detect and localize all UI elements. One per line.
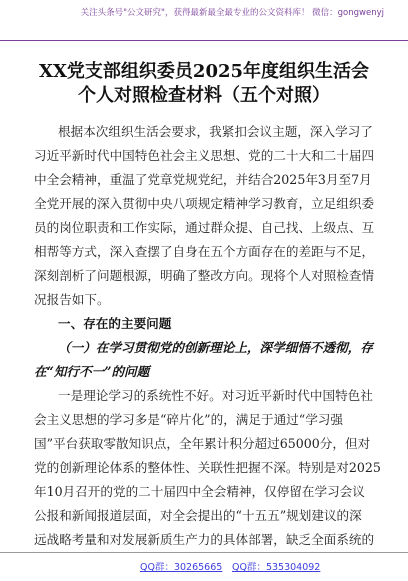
body-line: 习近平新时代中国特色社会主义思想、党的二十大和二十届四 [34, 148, 375, 163]
title-line-1: XX党支部组织委员2025年度组织生活会 [38, 61, 370, 82]
subsection-heading-line-2: 在“知行不一”的问题 [34, 364, 150, 379]
body-line: 公报和新闻报道层面，对全会提出的“十五五”规划建议的深 [34, 508, 362, 523]
footer-qq-link-1[interactable]: QQ群：30265665 [140, 562, 223, 573]
title-line-2: 个人对照检查材料（五个对照） [78, 85, 330, 106]
section-heading: 一、存在的主要问题 [58, 316, 172, 331]
body-line: 根据本次组织生活会要求，我紧扣会议主题，深入学习了 [58, 124, 373, 139]
body-line: 中全会精神，重温了党章党规党纪，并结合2025年3月至7月 [34, 172, 372, 187]
footer-qq-link-2[interactable]: QQ群：535304092 [232, 562, 321, 573]
body-line: 年10月召开的党的二十届四中全会精神，仅停留在学习会议 [34, 484, 365, 499]
subsection-heading-line-1: （一）在学习贯彻党的创新理论上，深学细悟不透彻，存 [58, 340, 373, 355]
top-banner [0, 0, 408, 41]
body-line: 会主义思想的学习多是“碎片化”的，满足于通过“学习强 [34, 412, 343, 427]
body-line: 相帮等方式，深入查摆了自身在五个方面存在的差距与不足， [34, 244, 375, 259]
banner-text: 关注头条号"公文研究"，获得最新最全最专业的公文资料库！ 微信：gongwenyj [80, 8, 384, 18]
body-line: 党的创新理论体系的整体性、关联性把握不深。特别是对2025 [34, 460, 381, 475]
document-title [20, 60, 388, 108]
body-line: 远战略考量和对发展新质生产力的具体部署，缺乏全面系统的 [34, 532, 375, 547]
body-line: 一是理论学习的系统性不好。对习近平新时代中国特色社 [58, 388, 373, 403]
body-line: 员的岗位职责和工作实际，通过群众提、自己找、上级点、互 [34, 220, 375, 235]
body-line: 深刻剖析了问题根源，明确了整改方向。现将个人对照检查情 [34, 268, 375, 283]
body-line: 全党开展的深入贯彻中央八项规定精神学习教育，立足组织委 [34, 196, 375, 211]
body-line: 况报告如下。 [34, 292, 110, 307]
footer [0, 552, 408, 581]
body-line: 国”平台获取零散知识点，全年累计积分超过65000分，但对 [34, 436, 371, 451]
